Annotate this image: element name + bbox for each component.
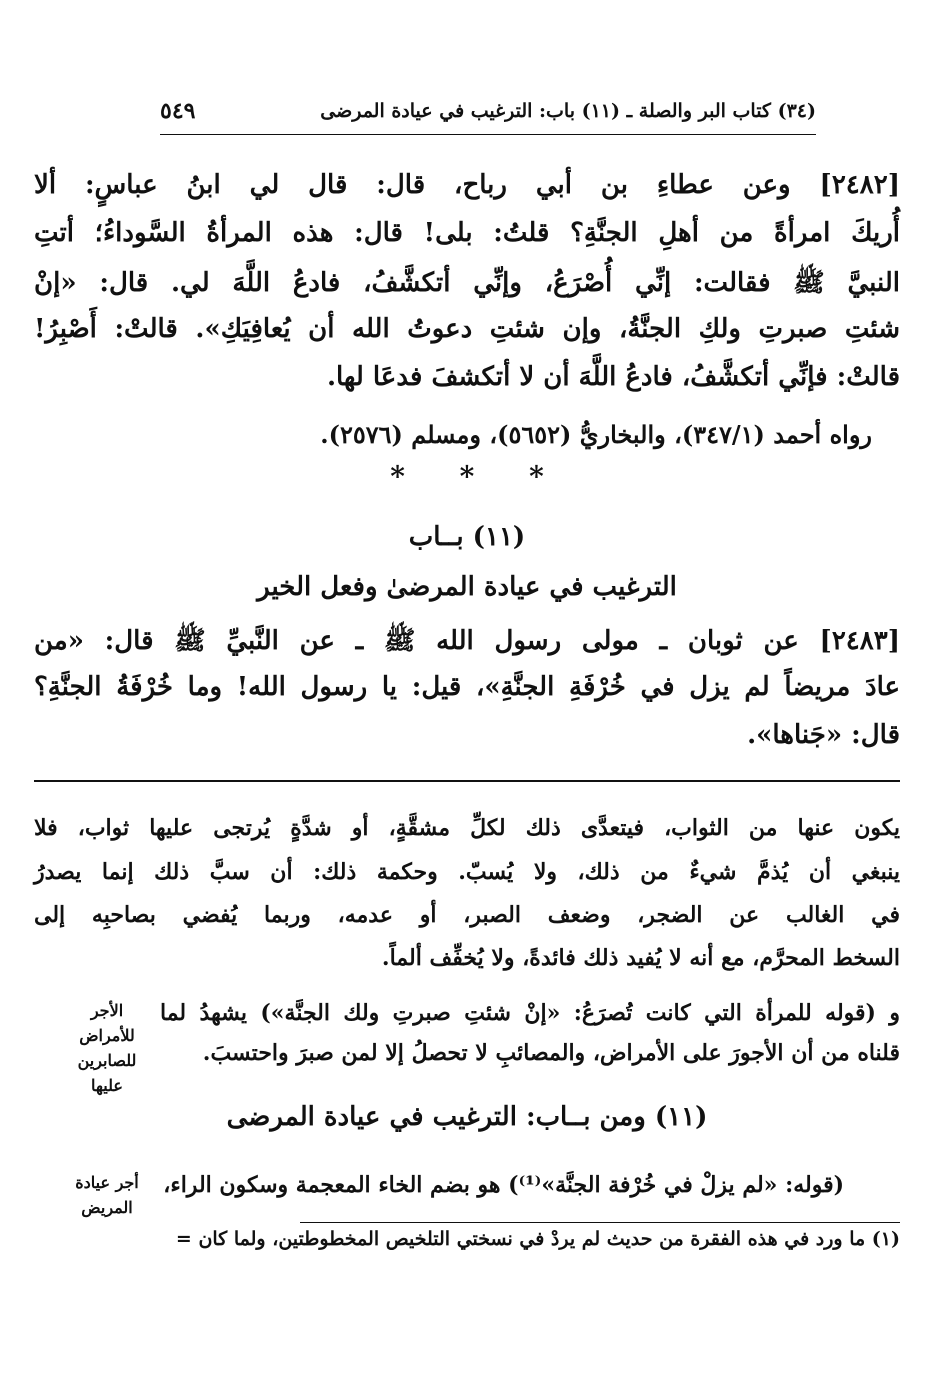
margin-note-reward-illness bbox=[62, 998, 152, 1098]
commentary-p1-line-2: ينبغي أن يُذمَّ شيءٌ من ذلك، ولا يُسبّ. وحكمة ذلك: أن سبَّ ذلك إنما يصدرُ bbox=[34, 859, 900, 885]
page-number: ٥٤٩ bbox=[160, 98, 196, 124]
commentary-p1-line-3: في الغالب عن الضجر، وضعف الصبر، أو عدمه، وربما يُفضي بصاحبِه إلى bbox=[34, 902, 900, 928]
commentary-p3: (قوله: «لم يزلْ في خُرْفة الجنَّة»⁽¹⁾) هو بضم الخاء المعجمة وسكون الراء، bbox=[163, 1172, 844, 1198]
running-header bbox=[160, 100, 816, 135]
hadith-2482-line-4: شئتِ صبرتِ ولكِ الجنَّةُ، وإن شئتِ دعوتُ الله أن يُعافِيَكِ». قالتْ: أَصْبِرُ! bbox=[34, 314, 900, 344]
margin-note-line: أجر عيادة bbox=[75, 1173, 139, 1192]
margin-note-line: للصابرين bbox=[77, 1051, 137, 1070]
hadith-2483-line-3: قال: «جَناها». bbox=[747, 720, 900, 750]
commentary-p2-line-1: و (قوله للمرأة التي كانت تُصرَعُ: «إنْ شئتِ صبرتِ ولك الجنَّة») يشهدُ لما bbox=[160, 1000, 900, 1026]
chapter-title: الترغيب في عيادة المرضىٰ وفعل الخير bbox=[257, 572, 677, 602]
running-title: (٣٤) كتاب البر والصلة ـ (١١) باب: الترغيب في عيادة المرضى bbox=[320, 100, 816, 122]
margin-note-line: للأمراض bbox=[79, 1026, 135, 1045]
commentary-p1-line-4: السخط المحرَّم، مع أنه لا يُفيد ذلك فائدةً، ولا يُخفِّف ألماً. bbox=[381, 945, 900, 971]
hadith-2482-source: رواه أحمد (٣٤٧/١)، والبخاريُّ (٥٦٥٢)، ومسلم (٢٥٧٦). bbox=[320, 420, 872, 449]
commentary-p2-line-2: قلناه من أن الأجورَ على الأمراض، والمصائبِ لا تحصلُ إلا لمن صبرَ واحتسبَ. bbox=[202, 1040, 900, 1066]
footnote: (١) ما ورد في هذه الفقرة من حديث لم يردْ في نسختي التلخيص المخطوطتين، ولما كان = bbox=[175, 1228, 900, 1250]
commentary-section-heading: (١١) ومن بــاب: الترغيب في عيادة المرضى bbox=[226, 1102, 708, 1132]
section-separator-stars: * * * bbox=[390, 460, 544, 493]
margin-note-line: الأجر bbox=[90, 1001, 124, 1020]
margin-note-line: عليها bbox=[91, 1076, 123, 1095]
hadith-2483-line-2: عادَ مريضاً لم يزل في خُرْفَةِ الجنَّةِ»، قيل: يا رسول الله! وما خُرْفَةُ الجنَّةِ؟ bbox=[34, 672, 900, 702]
hadith-2482-line-1: [٢٤٨٢] وعن عطاءِ بن أبي رباح، قال: قال لي ابنُ عباسٍ: ألا bbox=[34, 170, 900, 200]
commentary-divider bbox=[34, 780, 900, 782]
commentary-p1-line-1: يكون عنها من الثواب، فيتعدَّى ذلك لكلِّ مشقَّةٍ، أو شدَّةٍ يُرتجى عليها ثواب، فلا bbox=[34, 815, 900, 841]
margin-note-visiting-sick bbox=[62, 1170, 152, 1220]
hadith-2482-line-5: قالتْ: فإنِّي أتكشَّفُ، فادعُ اللَّهَ أن لا أتكشفَ فدعَا لها. bbox=[326, 362, 900, 392]
hadith-2482-line-3: النبيَّ ﷺ فقالت: إنِّي أُصْرَعُ، وإنِّي أتكشَّفُ، فادعُ اللَّهَ لي. قال: «إنْ bbox=[34, 268, 900, 298]
footnote-rule bbox=[300, 1222, 900, 1223]
hadith-2483-line-1: [٢٤٨٣] عن ثوبان ـ مولى رسول الله ﷺ ـ عن النَّبيِّ ﷺ قال: «من bbox=[34, 626, 900, 656]
chapter-number: (١١) بــاب bbox=[408, 522, 526, 552]
margin-note-line: المريض bbox=[81, 1198, 133, 1217]
hadith-2482-line-2: أُريكَ امرأةً من أهلِ الجنَّةِ؟ قلتُ: بلى! قال: هذه المرأةُ السَّوداءُ؛ أتتِ bbox=[34, 218, 900, 248]
